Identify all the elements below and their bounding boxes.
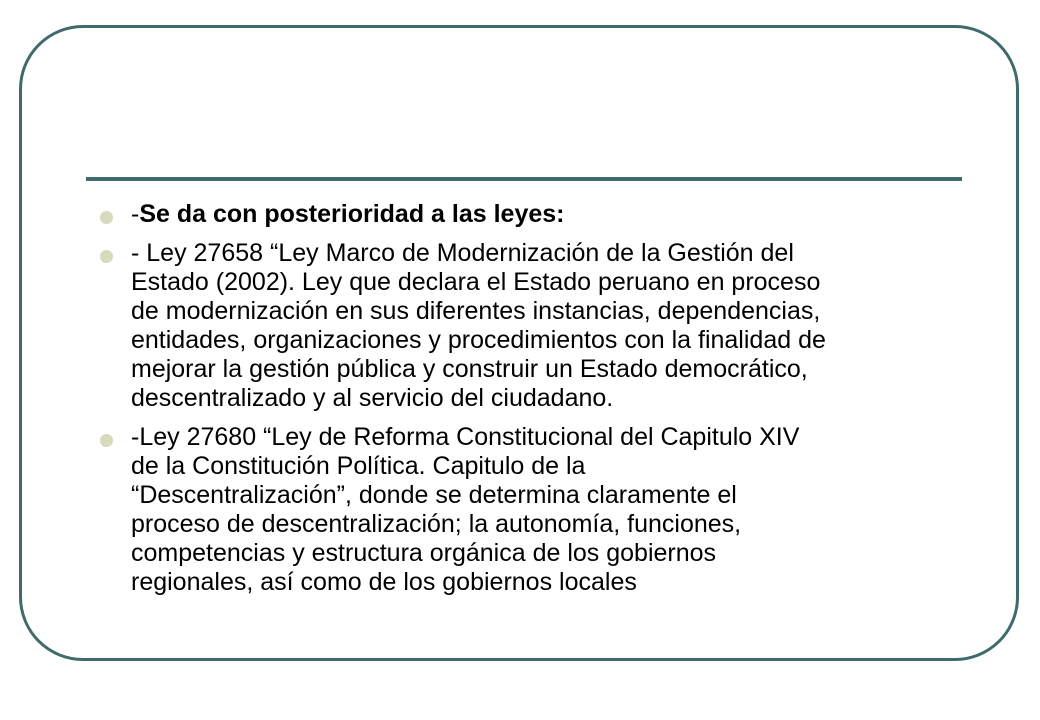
bullet-item-3 xyxy=(92,423,962,597)
bullet-item-1-prefix: - xyxy=(131,200,140,228)
bullet-dot-icon xyxy=(100,434,113,447)
bullet-item-1-text xyxy=(131,200,962,229)
bullet-item-2-text: - Ley 27658 “Ley Marco de Modernización de la Gestión del Estado (2002). Ley que declara el Estado peruano en proceso de modernización en sus diferentes instancias, dependencias, entidades, organizaciones y procedimientos con la finalidad de mejorar la gestión pública y construir un Estado democrático, descentralizado y al servicio del ciudadano. xyxy=(131,239,826,412)
bullet-item-1-bold-text: Se da con posterioridad a las leyes: xyxy=(139,200,565,228)
bullet-list xyxy=(92,200,962,607)
bullet-dot-icon xyxy=(100,211,113,224)
bullet-item-3-text: -Ley 27680 “Ley de Reforma Constitucional del Capitulo XIV de la Constitución Política. Capitulo de la “Descentralización”, donde se determina claramente el proceso de descentralización; la autonomía, funciones, competencias y estructura orgánica de los gobiernos regionales, así como de los gobiernos locales xyxy=(131,423,800,596)
bullet-dot-icon xyxy=(100,250,113,263)
bullet-item-2 xyxy=(92,239,962,413)
title-divider-line xyxy=(86,177,962,181)
bullet-item-1 xyxy=(92,200,962,229)
